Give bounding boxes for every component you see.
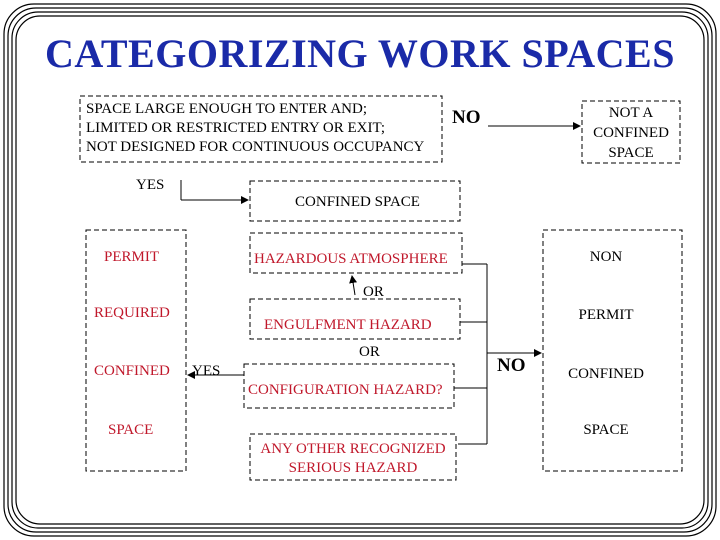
non-permit-line-2: PERMIT (578, 307, 634, 323)
non-permit-line-4: SPACE (583, 422, 629, 438)
no-label-top: NO (452, 107, 481, 128)
not-confined-line-1: NOT A (608, 105, 654, 121)
not-confined-line-3: SPACE (608, 145, 654, 161)
confined-space-label: CONFINED SPACE (295, 194, 420, 210)
question-line-2: LIMITED OR RESTRICTED ENTRY OR EXIT; (86, 120, 386, 136)
no-label-right: NO (497, 355, 526, 376)
other-hazard-line-2: SERIOUS HAZARD (288, 460, 418, 476)
page-title: CATEGORIZING WORK SPACES (45, 31, 675, 76)
not-confined-line-2: CONFINED (593, 125, 669, 141)
yes-label-top: YES (136, 177, 165, 193)
question-line-3: NOT DESIGNED FOR CONTINUOUS OCCUPANCY (86, 139, 425, 155)
permit-required-line-1: PERMIT (104, 249, 160, 265)
or-label-2: OR (359, 344, 380, 360)
yes-label-left: YES (192, 363, 221, 379)
other-hazard-line-1: ANY OTHER RECOGNIZED (260, 441, 446, 457)
or-label-1: OR (363, 284, 384, 300)
question-line-1: SPACE LARGE ENOUGH TO ENTER AND; (86, 101, 367, 117)
non-permit-line-3: CONFINED (568, 366, 644, 382)
permit-required-line-3: CONFINED (94, 363, 170, 379)
permit-required-line-4: SPACE (108, 422, 154, 438)
engulfment-hazard-label: ENGULFMENT HAZARD (264, 317, 432, 333)
hazardous-atmosphere-label: HAZARDOUS ATMOSPHERE (254, 251, 448, 267)
configuration-hazard-label: CONFIGURATION HAZARD? (248, 382, 443, 398)
permit-required-line-2: REQUIRED (94, 305, 170, 321)
non-permit-line-1: NON (589, 249, 623, 265)
